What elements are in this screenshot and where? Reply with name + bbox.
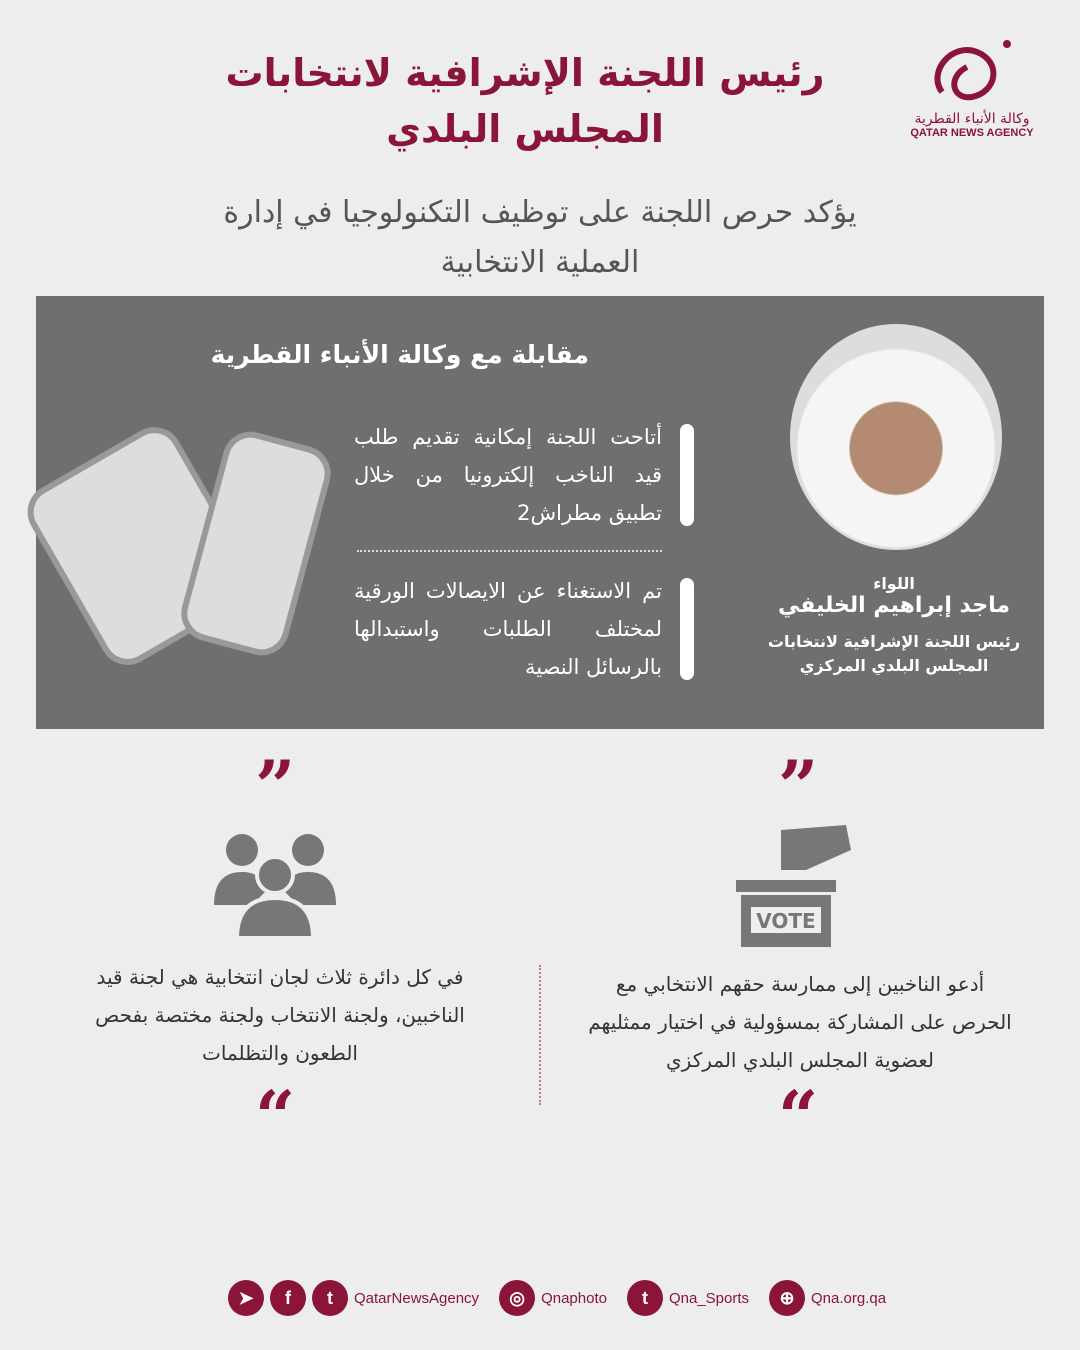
quote-close-mark: “ <box>255 1075 296 1158</box>
column-divider <box>539 965 541 1105</box>
footer <box>228 1280 900 1316</box>
bullet-item <box>354 572 694 686</box>
sports-handle[interactable]: Qna_Sports <box>668 1289 749 1307</box>
phone-image <box>175 425 337 661</box>
bullet-text: أتاحت اللجنة إمكانية تقديم طلب قيد الناخب إلكترونيا من خلال تطبيق مطراش2 <box>354 425 662 525</box>
ballot-box-icon <box>736 825 866 954</box>
website-link[interactable]: Qna.org.qa <box>811 1289 887 1307</box>
quote-text: في كل دائرة ثلاث لجان انتخابية هي لجنة قيد الناخبين، ولجنة الانتخاب ولجنة مختصة بفحص الطعون والتظلمات <box>95 965 465 1065</box>
page-subtitle: يؤكد حرص اللجنة على توظيف التكنولوجيا في إدارة العملية الانتخابية <box>223 195 857 280</box>
panel-heading: مقابلة مع وكالة الأنباء القطرية <box>210 340 589 369</box>
divider <box>357 550 662 552</box>
logo-mark-icon <box>922 32 1022 107</box>
logo-arabic: وكالة الأنباء القطرية <box>914 111 1030 127</box>
qna-logo <box>902 32 1042 139</box>
quote-text: أدعو الناخبين إلى ممارسة حقهم الانتخابي مع الحرص على المشاركة بمسؤولية في اختيار ممثليهم لعضوية المجلس البلدي المركزي <box>588 972 1012 1072</box>
logo-english: QATAR NEWS AGENCY <box>910 127 1034 139</box>
person-name: ماجد إبراهيم الخليفي <box>778 593 1010 618</box>
bullet-item <box>354 418 694 532</box>
quote-open-mark: ” <box>255 745 296 828</box>
page-title: رئيس اللجنة الإشرافية لانتخابات المجلس البلدي <box>225 51 825 151</box>
quote-open-mark: ” <box>778 745 819 828</box>
interview-panel <box>36 296 1044 729</box>
people-group-icon <box>212 830 338 944</box>
person-role: رئيس اللجنة الإشرافية لانتخابات المجلس البلدي المركزي <box>767 632 1021 675</box>
instagram-icon[interactable]: ◎ <box>499 1280 535 1316</box>
bullet-text: تم الاستغناء عن الايصالات الورقية لمختلف الطلبات واستبدالها بالرسائل النصية <box>354 579 662 679</box>
twitter-icon[interactable]: t <box>312 1280 348 1316</box>
facebook-icon[interactable]: f <box>270 1280 306 1316</box>
person-photo <box>790 324 1002 550</box>
person-info <box>764 574 1024 678</box>
globe-icon[interactable]: ⊕ <box>769 1280 805 1316</box>
quote-close-mark: “ <box>778 1075 819 1158</box>
social-handle[interactable]: QatarNewsAgency <box>354 1289 480 1307</box>
telegram-icon[interactable]: ➤ <box>228 1280 264 1316</box>
person-rank: اللواء <box>873 574 915 593</box>
twitter-icon[interactable]: t <box>627 1280 663 1316</box>
instagram-handle[interactable]: Qnaphoto <box>541 1289 607 1307</box>
vote-label: VOTE <box>756 909 816 933</box>
